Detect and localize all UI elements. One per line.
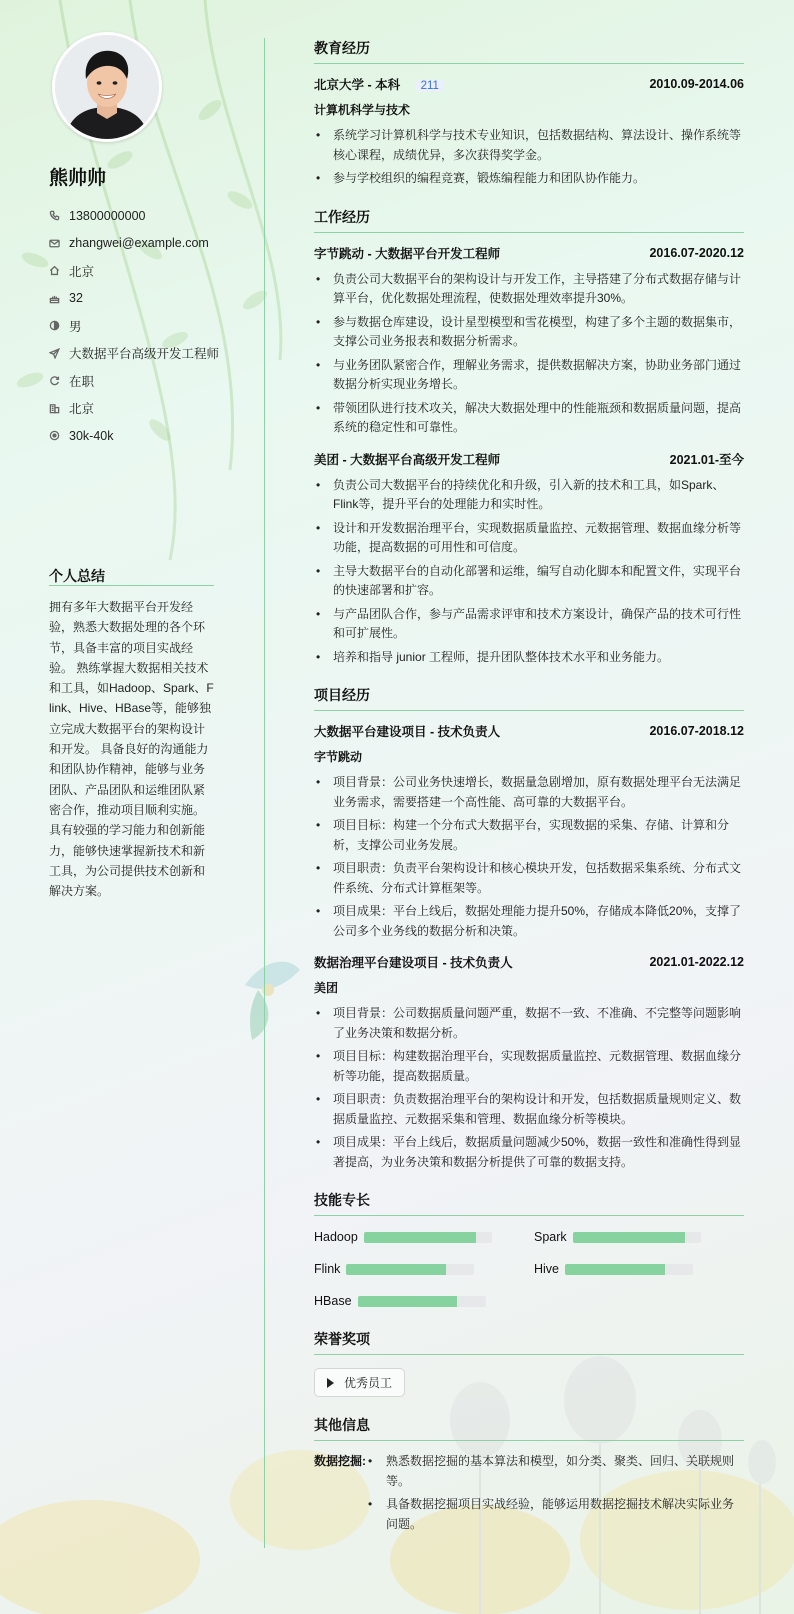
skill-item	[534, 1259, 744, 1279]
skill-name: Flink	[314, 1262, 341, 1276]
project-date: 2016.07-2018.12	[649, 724, 744, 738]
column-divider	[264, 38, 265, 1548]
project-header	[314, 722, 744, 740]
work-heading: 美团 - 大数据平台高级开发工程师	[314, 452, 501, 467]
list-item: • 项目目标：构建数据治理平台，实现数据质量监控、元数据管理、数据血缘分析等功能，提高数据质量。	[314, 1047, 744, 1086]
location-text: 北京	[69, 264, 95, 279]
list-item: • 系统学习计算机科学与技术专业知识，包括数据结构、算法设计、操作系统等核心课程，成绩优异，多次获得奖学金。	[314, 126, 744, 165]
info-phone	[49, 202, 219, 230]
skill-bar-fill	[346, 1264, 446, 1275]
project-bullets	[314, 773, 744, 941]
skill-bar-fill	[364, 1232, 477, 1243]
honor-label: 优秀员工	[344, 1376, 393, 1390]
candidate-name: 熊帅帅	[49, 168, 107, 189]
list-item: • 项目背景：公司数据质量问题严重，数据不一致、不准确、不完整等问题影响了业务决策和数据分析。	[314, 1004, 744, 1043]
list-item: • 主导大数据平台的自动化部署和运维，编写自动化脚本和配置文件，实现平台的快速部署和扩容。	[314, 562, 744, 601]
city-text: 北京	[69, 402, 95, 417]
list-item: • 与产品团队合作，参与产品需求评审和技术方案设计，确保产品的技术可行性和可扩展性。	[314, 605, 744, 644]
main-content	[314, 38, 744, 1556]
summary-text: 拥有多年大数据平台开发经验，熟悉大数据处理的各个环节，具备丰富的项目实战经验。 熟练掌握大数据相关技术和工具，如Hadoop、Spark、Flink、Hive、HBase等，能够独立完成大数据平台的架构设计和开发。 具备良好的沟通能力和团队协作精神，能够与业务团队、产品团队和运维团队紧密合作，推动项目顺利实施。 具有较强的学习能力和创新能力，能够快速掌握新技术和新工具，为公司提供技术创新和解决方案。	[49, 600, 214, 899]
honor-tag[interactable]	[314, 1368, 405, 1397]
list-item: • 具备数据挖掘项目实战经验，能够运用数据挖掘技术解决实际业务问题。	[366, 1495, 744, 1534]
cake-icon	[49, 293, 60, 304]
project-heading: 数据治理平台建设项目 - 技术负责人	[314, 956, 513, 970]
work-date: 2021.01-至今	[669, 452, 744, 467]
gender-icon	[49, 320, 60, 331]
honors-title: 荣誉奖项	[314, 1329, 744, 1355]
info-city	[49, 395, 219, 423]
skill-bar	[346, 1264, 474, 1275]
list-item: • 培养和指导 junior 工程师，提升团队整体技术水平和业务能力。	[314, 648, 744, 668]
position-text: 大数据平台高级开发工程师	[69, 347, 220, 362]
work-item	[314, 450, 744, 668]
education-school: 北京大学 - 本科	[314, 78, 401, 92]
skill-name: Hive	[534, 1262, 560, 1276]
other-bullets	[366, 1452, 744, 1538]
project-bullets	[314, 1004, 744, 1172]
project-company: 美团	[314, 981, 339, 995]
skills-section	[314, 1190, 744, 1311]
work-title: 工作经历	[314, 207, 744, 233]
skill-name: HBase	[314, 1294, 352, 1308]
skill-bar-fill	[358, 1296, 458, 1307]
send-icon	[49, 348, 60, 359]
project-item	[314, 953, 744, 1172]
sidebar	[0, 0, 262, 1614]
skill-name: Spark	[534, 1230, 567, 1244]
skill-item	[314, 1227, 534, 1247]
skill-item	[314, 1291, 534, 1311]
avatar-portrait	[55, 35, 159, 139]
info-email	[49, 230, 219, 258]
email-text: zhangwei@example.com	[69, 236, 209, 251]
honors-section	[314, 1329, 744, 1397]
info-salary	[49, 422, 219, 450]
list-item: • 项目职责：负责数据治理平台的架构设计和开发，包括数据质量规则定义、数据质量监控、元数据采集和管理、数据血缘分析等模块。	[314, 1090, 744, 1129]
education-major: 计算机科学与技术	[314, 103, 411, 117]
home-icon	[49, 265, 60, 276]
info-age	[49, 285, 219, 313]
skill-bar-fill	[573, 1232, 686, 1243]
list-item: • 参与数据仓库建设，设计星型模型和雪花模型，构建了多个主题的数据集市，支撑公司业务报表和数据分析需求。	[314, 313, 744, 352]
list-item: • 熟悉数据挖掘的基本算法和模型，如分类、聚类、回归、关联规则等。	[366, 1452, 744, 1491]
info-location	[49, 257, 219, 285]
skill-item	[534, 1227, 744, 1247]
work-header	[314, 244, 744, 262]
project-item	[314, 722, 744, 941]
list-item: • 项目成果：平台上线后，数据质量问题减少50%，数据一致性和准确性得到显著提高，为业务决策和数据分析提供了可靠的数据支持。	[314, 1133, 744, 1172]
list-item: • 负责公司大数据平台的持续优化和升级，引入新的技术和工具，如Spark、Flink等，提升平台的处理能力和实时性。	[314, 476, 744, 515]
work-item	[314, 244, 744, 438]
info-position	[49, 340, 219, 368]
projects-section	[314, 685, 744, 1172]
other-title: 其他信息	[314, 1415, 744, 1441]
project-header	[314, 953, 744, 971]
skills-title: 技能专长	[314, 1190, 744, 1216]
phone-icon	[49, 210, 60, 221]
other-label: 数据挖掘:	[314, 1454, 366, 1468]
project-heading: 大数据平台建设项目 - 技术负责人	[314, 725, 501, 739]
skill-item	[314, 1259, 534, 1279]
work-bullets	[314, 476, 744, 668]
summary-title: 个人总结	[49, 568, 105, 584]
skill-bar	[573, 1232, 701, 1243]
education-bullets	[314, 126, 744, 189]
work-date: 2016.07-2020.12	[649, 245, 744, 260]
other-content	[314, 1452, 744, 1538]
phone-text: 13800000000	[69, 208, 146, 223]
mail-icon	[49, 238, 60, 249]
skills-grid	[314, 1227, 744, 1311]
work-header	[314, 450, 744, 468]
work-heading: 字节跳动 - 大数据平台开发工程师	[314, 246, 501, 261]
list-item: • 与业务团队紧密合作，理解业务需求，提供数据解决方案，协助业务部门通过数据分析实现业务增长。	[314, 356, 744, 395]
project-company: 字节跳动	[314, 750, 363, 764]
other-section	[314, 1415, 744, 1538]
list-item: • 项目职责：负责平台架构设计和核心模块开发，包括数据采集系统、分布式文件系统、分布式计算框架等。	[314, 859, 744, 898]
skill-bar	[364, 1232, 492, 1243]
info-gender	[49, 312, 219, 340]
skill-bar	[358, 1296, 486, 1307]
gender-text: 男	[69, 319, 82, 334]
contact-info	[49, 202, 219, 450]
list-item: • 项目背景：公司业务快速增长，数据量急剧增加，原有数据处理平台无法满足业务需求，需要搭建一个高性能、高可靠的大数据平台。	[314, 773, 744, 812]
age-text: 32	[69, 291, 83, 306]
education-date: 2010.09-2014.06	[649, 77, 744, 91]
skill-bar	[565, 1264, 693, 1275]
work-bullets	[314, 270, 744, 438]
education-title: 教育经历	[314, 38, 744, 64]
list-item: • 设计和开发数据治理平台，实现数据质量监控、元数据管理、数据血缘分析等功能，提高数据的可用性和可信度。	[314, 519, 744, 558]
skill-name: Hadoop	[314, 1230, 358, 1244]
work-section	[314, 207, 744, 668]
coin-icon	[49, 430, 60, 441]
list-item: • 负责公司大数据平台的架构设计与开发工作，主导搭建了分布式数据存储与计算平台，优化数据处理流程，使数据处理效率提升30%。	[314, 270, 744, 309]
education-section	[314, 38, 744, 189]
refresh-icon	[49, 375, 60, 386]
summary-divider	[49, 585, 214, 586]
info-status	[49, 367, 219, 395]
skill-bar-fill	[565, 1264, 665, 1275]
play-icon	[327, 1378, 334, 1388]
building-icon	[49, 403, 60, 414]
list-item: • 项目成果：平台上线后，数据处理能力提升50%，存储成本降低20%，支撑了公司多个业务线的数据分析和决策。	[314, 902, 744, 941]
status-text: 在职	[69, 374, 95, 389]
list-item: • 参与学校组织的编程竞赛，锻炼编程能力和团队协作能力。	[314, 169, 744, 189]
avatar	[52, 32, 162, 142]
education-header	[314, 75, 744, 93]
project-date: 2021.01-2022.12	[649, 955, 744, 969]
salary-text: 30k-40k	[69, 428, 114, 443]
list-item: • 带领团队进行技术攻关，解决大数据处理中的性能瓶颈和数据质量问题，提高系统的稳定性和可靠性。	[314, 399, 744, 438]
list-item: • 项目目标：构建一个分布式大数据平台，实现数据的采集、存储、计算和分析，支撑公司业务发展。	[314, 816, 744, 855]
school-badge: 211	[416, 80, 444, 92]
projects-title: 项目经历	[314, 685, 744, 711]
